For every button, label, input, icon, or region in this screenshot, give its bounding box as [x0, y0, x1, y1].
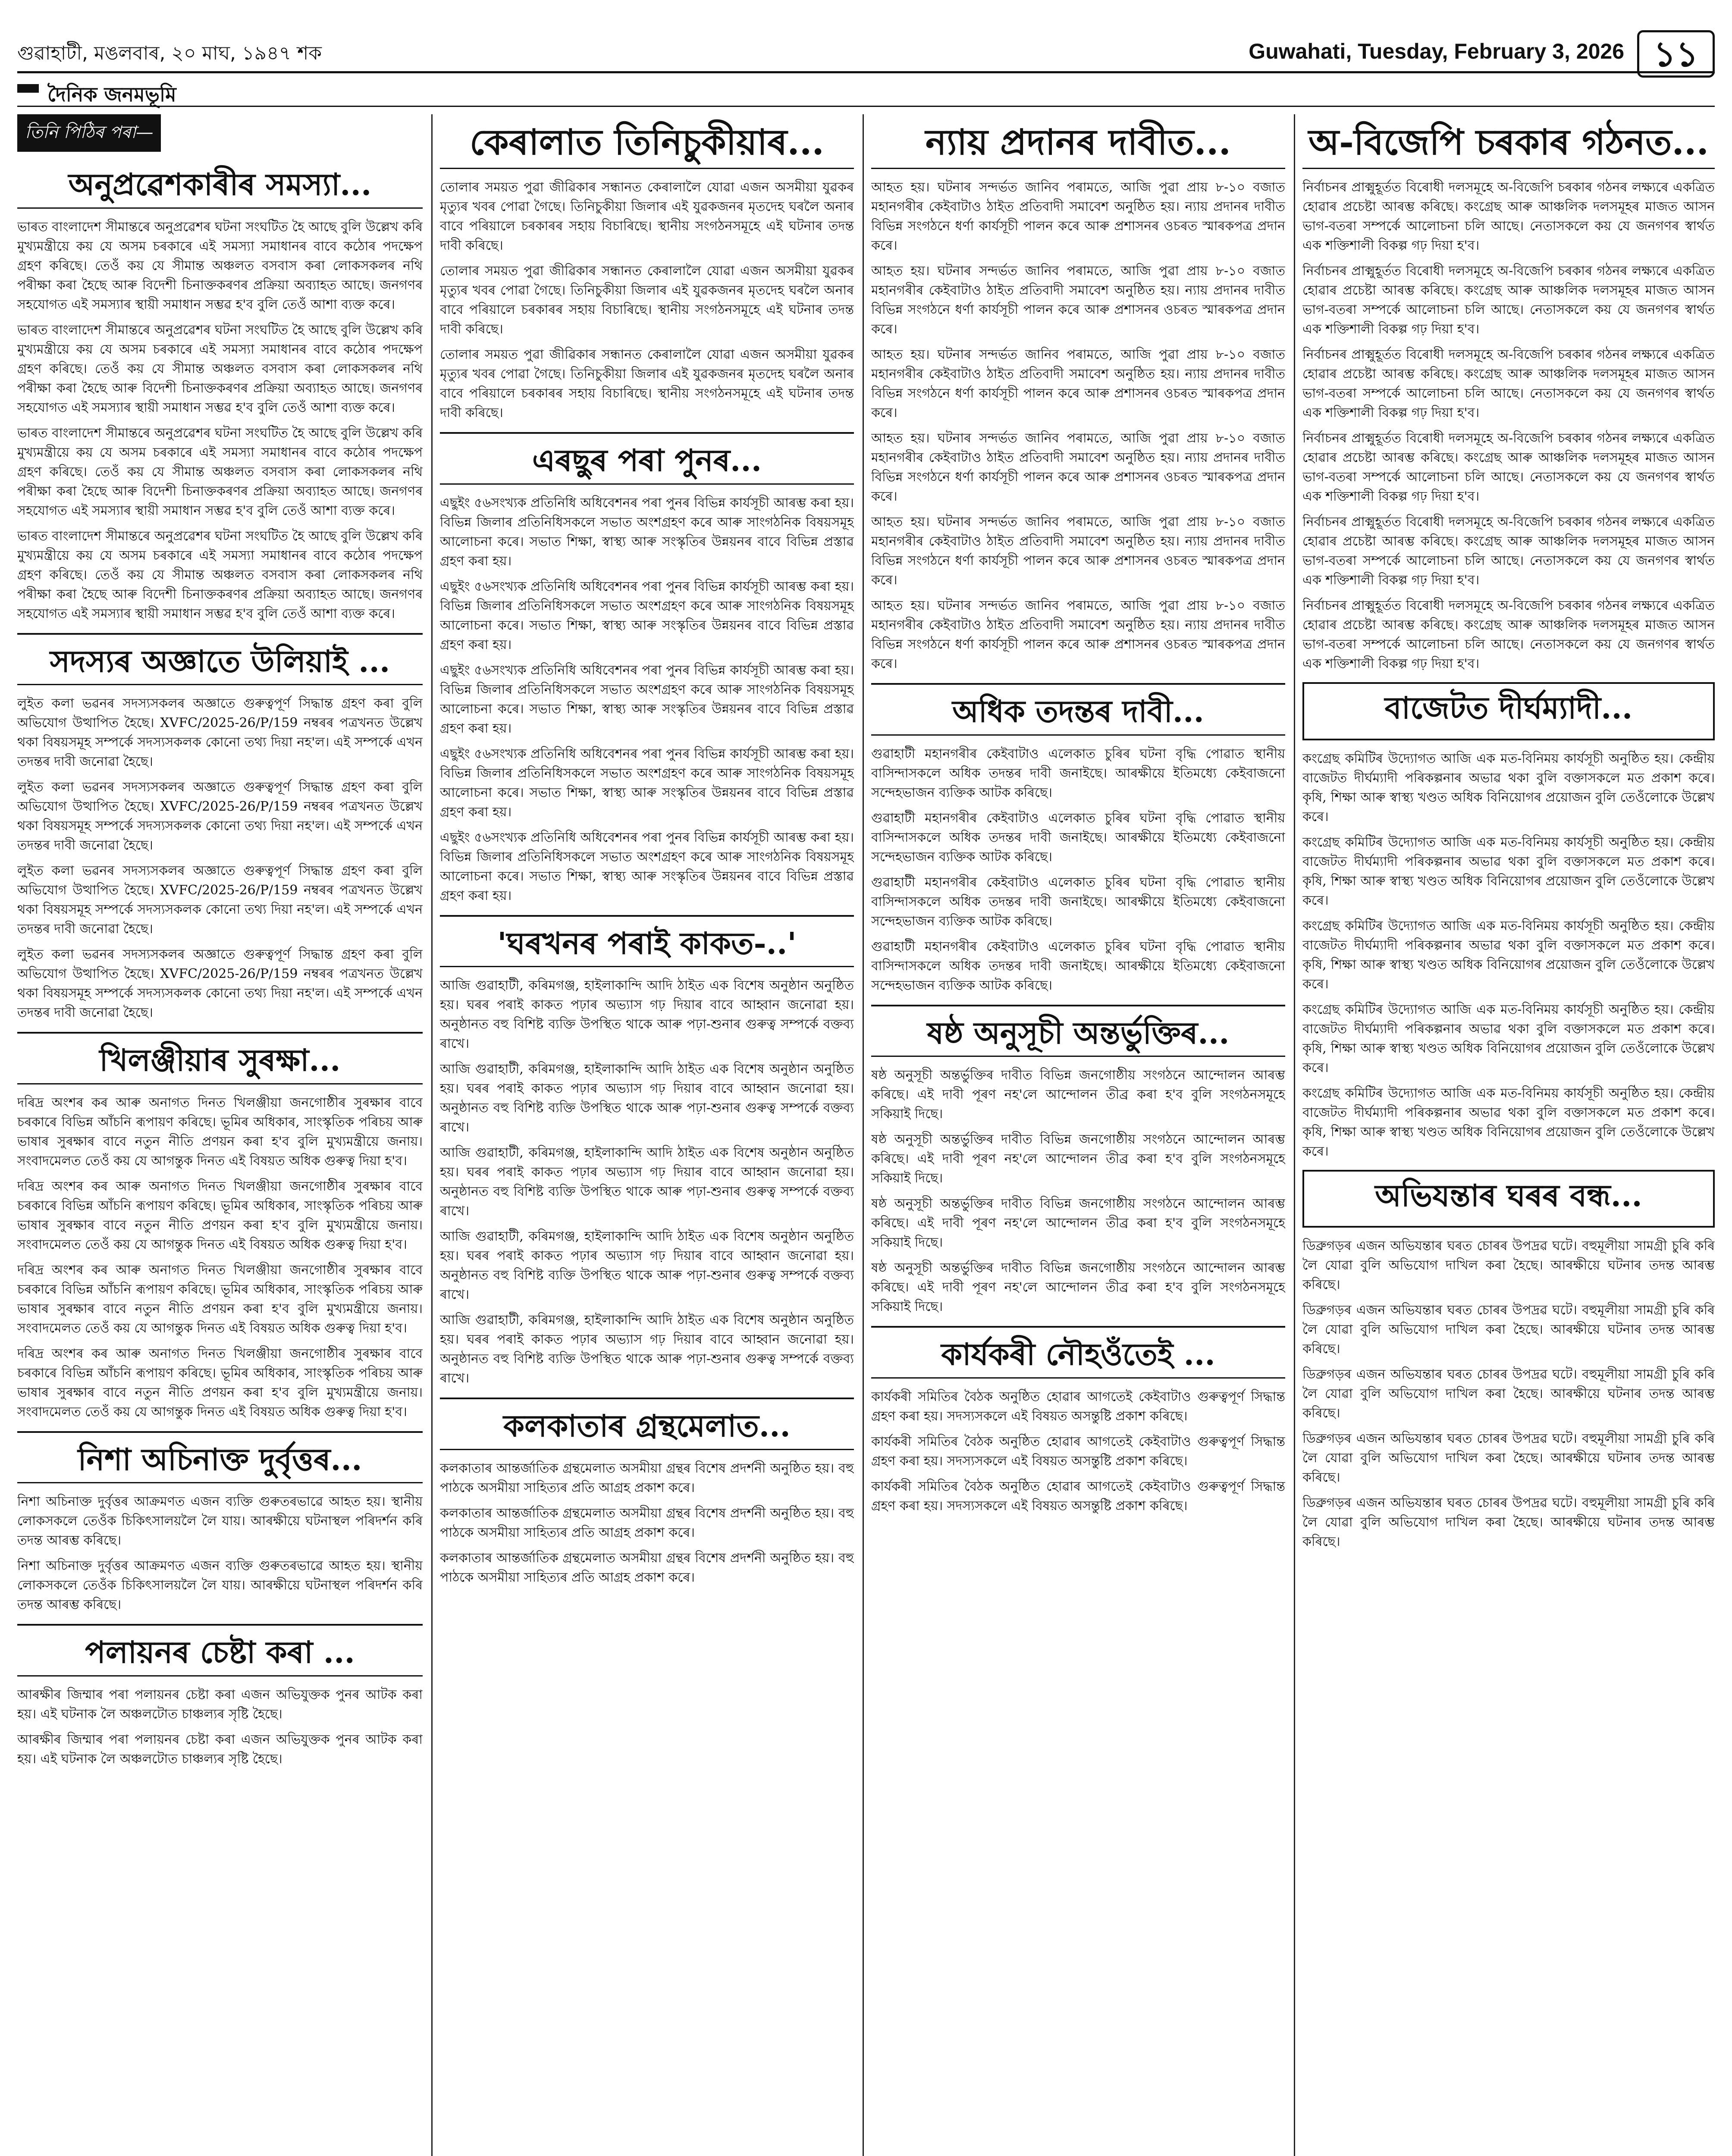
article-title: অভিযন্তাৰ ঘৰৰ বন্ধ...: [1375, 1177, 1642, 1213]
date-line-right: Guwahati, Tuesday, February 3, 2026: [1249, 39, 1624, 63]
article-title: ষষ্ঠ অনুসূচী অন্তৰ্ভুক্তিৰ...: [871, 1016, 1285, 1057]
article-body: নিৰ্বাচনৰ প্ৰাক্মুহূৰ্তত বিৰোধী দলসমূহে অ-বিজেপি চৰকাৰ গঠনৰ লক্ষ্যৰে একত্ৰিত হোৱাৰ প্ৰচেষ্টা আৰম্ভ কৰিছে। কংগ্ৰেছ আৰু আঞ্চলিক দলসমূহৰ মাজত আসন ভাগ-বতৰা সম্পৰ্কে আলোচনা চলি আছে। নেতাসকলে কয় যে জনগণৰ স্বাৰ্থত এক শক্তিশালী বিকল্প গঢ় দিয়া হ'ব।: [1302, 263, 1715, 337]
article-body: নিশা অচিনাক্ত দুৰ্বৃত্তৰ আক্ৰমণত এজন ব্যক্তি গুৰুতৰভাৱে আহত হয়। স্থানীয় লোকসকলে তেওঁক চিকিৎসালয়লৈ লৈ যায়। আৰক্ষীয়ে ঘটনাস্থল পৰিদৰ্শন কৰি তদন্ত আৰম্ভ কৰিছে।: [17, 1494, 423, 1548]
column-2: [440, 114, 854, 2156]
divider: [440, 915, 854, 917]
article-body: ডিব্ৰুগড়ৰ এজন অভিযন্তাৰ ঘৰত চোৰৰ উপদ্ৰৱ ঘটে। বহুমূলীয়া সামগ্ৰী চুৰি কৰি লৈ যোৱা বুলি অভিযোগ দাখিল কৰা হৈছে। আৰক্ষীয়ে ঘটনাৰ তদন্ত আৰম্ভ কৰিছে।: [1302, 1367, 1715, 1421]
article-body: ভাৰত বাংলাদেশ সীমান্তৰে অনুপ্ৰৱেশৰ ঘটনা সংঘটিত হৈ আছে বুলি উল্লেখ কৰি মুখ্যমন্ত্ৰীয়ে কয় যে অসম চৰকাৰে এই সমস্যা সমাধানৰ বাবে কঠোৰ পদক্ষেপ গ্ৰহণ কৰিছে। তেওঁ কয় যে সীমান্ত অঞ্চলত বসবাস কৰা লোকসকলৰ নথি পৰীক্ষা কৰা হৈছে আৰু বিদেশী চিনাক্তকৰণৰ প্ৰক্ৰিয়া অব্যাহত আছে। জনগণৰ সহযোগত এই সমস্যাৰ স্থায়ী সমাধান সম্ভৱ হ'ব বুলি তেওঁ আশা ব্যক্ত কৰে।: [17, 322, 423, 415]
article-body: আহত হয়। ঘটনাৰ সন্দৰ্ভত জানিব পৰামতে, আজি পুৱা প্ৰায় ৮-১০ বজাত মহানগৰীৰ কেইবাটাও ঠাইত প্ৰতিবাদী সমাবেশ অনুষ্ঠিত হয়। ন্যায় প্ৰদানৰ দাবীত বিভিন্ন সংগঠনে ধৰ্ণা কাৰ্যসূচী পালন কৰে আৰু প্ৰশাসনৰ ওচৰত স্মাৰকপত্ৰ প্ৰদান কৰে।: [871, 598, 1285, 672]
article-body: লুইত কলা ভৱনৰ সদস্যসকলৰ অজ্ঞাতে গুৰুত্বপূৰ্ণ সিদ্ধান্ত গ্ৰহণ কৰা বুলি অভিযোগ উত্থাপিত হৈছে। XVFC/2025-26/P/159 নম্বৰৰ পত্ৰখনত উল্লেখ থকা বিষয়সমূহ সম্পৰ্কে সদস্যসকলক কোনো তথ্য দিয়া নহ'ল। এই সম্পৰ্কে এখন তদন্তৰ দাবী জনোৱা হৈছে।: [17, 947, 423, 1020]
article-body: কংগ্ৰেছ কমিটিৰ উদ্যোগত আজি এক মত-বিনিময় কাৰ্যসূচী অনুষ্ঠিত হয়। কেন্দ্ৰীয় বাজেটত দীৰ্ঘম্যাদী পৰিকল্পনাৰ অভাৱ থকা বুলি বক্তাসকলে মত প্ৰকাশ কৰে। কৃষি, শিক্ষা আৰু স্বাস্থ্য খণ্ডত অধিক বিনিয়োগৰ প্ৰয়োজন বুলি তেওঁলোকে উল্লেখ কৰে।: [1302, 751, 1715, 824]
article-body: ডিব্ৰুগড়ৰ এজন অভিযন্তাৰ ঘৰত চোৰৰ উপদ্ৰৱ ঘটে। বহুমূলীয়া সামগ্ৰী চুৰি কৰি লৈ যোৱা বুলি অভিযোগ দাখিল কৰা হৈছে। আৰক্ষীয়ে ঘটনাৰ তদন্ত আৰম্ভ কৰিছে।: [1302, 1238, 1715, 1293]
page-number: ১১: [1637, 30, 1715, 78]
article-title: অধিক তদন্তৰ দাবী...: [871, 694, 1285, 736]
divider: [440, 1398, 854, 1399]
article-body: ডিব্ৰুগড়ৰ এজন অভিযন্তাৰ ঘৰত চোৰৰ উপদ্ৰৱ ঘটে। বহুমূলীয়া সামগ্ৰী চুৰি কৰি লৈ যোৱা বুলি অভিযোগ দাখিল কৰা হৈছে। আৰক্ষীয়ে ঘটনাৰ তদন্ত আৰম্ভ কৰিছে।: [1302, 1431, 1715, 1485]
article-body: ভাৰত বাংলাদেশ সীমান্তৰে অনুপ্ৰৱেশৰ ঘটনা সংঘটিত হৈ আছে বুলি উল্লেখ কৰি মুখ্যমন্ত্ৰীয়ে কয় যে অসম চৰকাৰে এই সমস্যা সমাধানৰ বাবে কঠোৰ পদক্ষেপ গ্ৰহণ কৰিছে। তেওঁ কয় যে সীমান্ত অঞ্চলত বসবাস কৰা লোকসকলৰ নথি পৰীক্ষা কৰা হৈছে আৰু বিদেশী চিনাক্তকৰণৰ প্ৰক্ৰিয়া অব্যাহত আছে। জনগণৰ সহযোগত এই সমস্যাৰ স্থায়ী সমাধান সম্ভৱ হ'ব বুলি তেওঁ আশা ব্যক্ত কৰে।: [17, 528, 423, 621]
article-body: কংগ্ৰেছ কমিটিৰ উদ্যোগত আজি এক মত-বিনিময় কাৰ্যসূচী অনুষ্ঠিত হয়। কেন্দ্ৰীয় বাজেটত দীৰ্ঘম্যাদী পৰিকল্পনাৰ অভাৱ থকা বুলি বক্তাসকলে মত প্ৰকাশ কৰে। কৃষি, শিক্ষা আৰু স্বাস্থ্য খণ্ডত অধিক বিনিয়োগৰ প্ৰয়োজন বুলি তেওঁলোকে উল্লেখ কৰে।: [1302, 834, 1715, 908]
article-body: কাৰ্যকৰী সমিতিৰ বৈঠক অনুষ্ঠিত হোৱাৰ আগতেই কেইবাটাও গুৰুত্বপূৰ্ণ সিদ্ধান্ত গ্ৰহণ কৰা হয়। সদস্যসকলে এই বিষয়ত অসন্তুষ্টি প্ৰকাশ কৰিছে।: [871, 1389, 1285, 1424]
article-title: অ-বিজেপি চৰকাৰ গঠনত...: [1302, 122, 1715, 169]
divider: [17, 1624, 423, 1626]
article-body: ডিব্ৰুগড়ৰ এজন অভিযন্তাৰ ঘৰত চোৰৰ উপদ্ৰৱ ঘটে। বহুমূলীয়া সামগ্ৰী চুৰি কৰি লৈ যোৱা বুলি অভিযোগ দাখিল কৰা হৈছে। আৰক্ষীয়ে ঘটনাৰ তদন্ত আৰম্ভ কৰিছে।: [1302, 1495, 1715, 1550]
article-body: আজি গুৱাহাটী, কৰিমগঞ্জ, হাইলাকান্দি আদি ঠাইত এক বিশেষ অনুষ্ঠান অনুষ্ঠিত হয়। ঘৰৰ পৰাই কাকত পঢ়াৰ অভ্যাস গঢ় দিয়াৰ বাবে আহ্বান জনোৱা হয়। অনুষ্ঠানত বহু বিশিষ্ট ব্যক্তি উপস্থিত থাকে আৰু পঢ়া-শুনাৰ গুৰুত্ব সম্পৰ্কে বক্তব্য ৰাখে।: [440, 1229, 854, 1303]
article-body: এছুইং ৫৬সংখ্যক প্ৰতিনিধি অধিবেশনৰ পৰা পুনৰ বিভিন্ন কাৰ্যসূচী আৰম্ভ কৰা হয়। বিভিন্ন জিলাৰ প্ৰতিনিধিসকলে সভাত অংশগ্ৰহণ কৰে আৰু সাংগঠনিক বিষয়সমূহ আলোচনা কৰে। সভাত শিক্ষা, স্বাস্থ্য আৰু সংস্কৃতিৰ উন্নয়নৰ বাবে বিভিন্ন প্ৰস্তাৱ গ্ৰহণ কৰা হয়।: [440, 495, 854, 569]
article-body: গুৱাহাটী মহানগৰীৰ কেইবাটাও এলেকাত চুৰিৰ ঘটনা বৃদ্ধি পোৱাত স্থানীয় বাসিন্দাসকলে অধিক তদন্তৰ দাবী জনাইছে। আৰক্ষীয়ে ইতিমধ্যে কেইবাজনো সন্দেহভাজন ব্যক্তিক আটক কৰিছে।: [871, 874, 1285, 929]
article-title: 'ঘৰখনৰ পৰাই কাকত-..': [440, 926, 854, 968]
article-body: আজি গুৱাহাটী, কৰিমগঞ্জ, হাইলাকান্দি আদি ঠাইত এক বিশেষ অনুষ্ঠান অনুষ্ঠিত হয়। ঘৰৰ পৰাই কাকত পঢ়াৰ অভ্যাস গঢ় দিয়াৰ বাবে আহ্বান জনোৱা হয়। অনুষ্ঠানত বহু বিশিষ্ট ব্যক্তি উপস্থিত থাকে আৰু পঢ়া-শুনাৰ গুৰুত্ব সম্পৰ্কে বক্তব্য ৰাখে।: [440, 1145, 854, 1219]
column-rule: [863, 114, 864, 2156]
article-title: এৰছুৰ পৰা পুনৰ...: [440, 443, 854, 485]
boxed-headline: [1302, 682, 1715, 740]
article-body: কাৰ্যকৰী সমিতিৰ বৈঠক অনুষ্ঠিত হোৱাৰ আগতেই কেইবাটাও গুৰুত্বপূৰ্ণ সিদ্ধান্ত গ্ৰহণ কৰা হয়। সদস্যসকলে এই বিষয়ত অসন্তুষ্টি প্ৰকাশ কৰিছে।: [871, 1479, 1285, 1514]
article-body: তোলাৰ সময়ত পুৱা জীৱিকাৰ সন্ধানত কেৰালালৈ যোৱা এজন অসমীয়া যুৱকৰ মৃত্যুৰ খবৰ পোৱা গৈছে। তিনিচুকীয়া জিলাৰ এই যুৱকজনৰ মৃতদেহ ঘৰলৈ অনাৰ বাবে পৰিয়ালে চৰকাৰৰ সহায় বিচাৰিছে। স্থানীয় সংগঠনসমূহে এই ঘটনাৰ তদন্ত দাবী কৰিছে।: [440, 263, 854, 337]
article-body: দৰিদ্ৰ অংশৰ কৰ আৰু অনাগত দিনত খিলঞ্জীয়া জনগোষ্ঠীৰ সুৰক্ষাৰ বাবে চৰকাৰে বিভিন্ন আঁচনি ৰূপায়ণ কৰিছে। ভূমিৰ অধিকাৰ, সাংস্কৃতিক পৰিচয় আৰু ভাষাৰ সুৰক্ষাৰ বাবে নতুন নীতি প্ৰণয়ন কৰা হ'ব বুলি মুখ্যমন্ত্ৰীয়ে জনায়। সংবাদমেলত তেওঁ কয় যে আগন্তুক দিনত এই বিষয়ত অধিক গুৰুত্ব দিয়া হ'ব।: [17, 1178, 423, 1252]
article-body: দৰিদ্ৰ অংশৰ কৰ আৰু অনাগত দিনত খিলঞ্জীয়া জনগোষ্ঠীৰ সুৰক্ষাৰ বাবে চৰকাৰে বিভিন্ন আঁচনি ৰূপায়ণ কৰিছে। ভূমিৰ অধিকাৰ, সাংস্কৃতিক পৰিচয় আৰু ভাষাৰ সুৰক্ষাৰ বাবে নতুন নীতি প্ৰণয়ন কৰা হ'ব বুলি মুখ্যমন্ত্ৰীয়ে জনায়। সংবাদমেলত তেওঁ কয় যে আগন্তুক দিনত এই বিষয়ত অধিক গুৰুত্ব দিয়া হ'ব।: [17, 1346, 423, 1420]
article-body: এছুইং ৫৬সংখ্যক প্ৰতিনিধি অধিবেশনৰ পৰা পুনৰ বিভিন্ন কাৰ্যসূচী আৰম্ভ কৰা হয়। বিভিন্ন জিলাৰ প্ৰতিনিধিসকলে সভাত অংশগ্ৰহণ কৰে আৰু সাংগঠনিক বিষয়সমূহ আলোচনা কৰে। সভাত শিক্ষা, স্বাস্থ্য আৰু সংস্কৃতিৰ উন্নয়নৰ বাবে বিভিন্ন প্ৰস্তাৱ গ্ৰহণ কৰা হয়।: [440, 830, 854, 903]
article-body: নিৰ্বাচনৰ প্ৰাক্মুহূৰ্তত বিৰোধী দলসমূহে অ-বিজেপি চৰকাৰ গঠনৰ লক্ষ্যৰে একত্ৰিত হোৱাৰ প্ৰচেষ্টা আৰম্ভ কৰিছে। কংগ্ৰেছ আৰু আঞ্চলিক দলসমূহৰ মাজত আসন ভাগ-বতৰা সম্পৰ্কে আলোচনা চলি আছে। নেতাসকলে কয় যে জনগণৰ স্বাৰ্থত এক শক্তিশালী বিকল্প গঢ় দিয়া হ'ব।: [1302, 598, 1715, 672]
article-title: কাৰ্যকৰী নৌহওঁতেই ...: [871, 1337, 1285, 1379]
article-body: কংগ্ৰেছ কমিটিৰ উদ্যোগত আজি এক মত-বিনিময় কাৰ্যসূচী অনুষ্ঠিত হয়। কেন্দ্ৰীয় বাজেটত দীৰ্ঘম্যাদী পৰিকল্পনাৰ অভাৱ থকা বুলি বক্তাসকলে মত প্ৰকাশ কৰে। কৃষি, শিক্ষা আৰু স্বাস্থ্য খণ্ডত অধিক বিনিয়োগৰ প্ৰয়োজন বুলি তেওঁলোকে উল্লেখ কৰে।: [1302, 1002, 1715, 1075]
column-1: [17, 114, 423, 2156]
article-title: সদস্যৰ অজ্ঞাতে উলিয়াই ...: [17, 644, 423, 686]
article-title: ন্যায় প্ৰদানৰ দাবীত...: [871, 122, 1285, 169]
article-body: কলকাতাৰ আন্তৰ্জাতিক গ্ৰন্থমেলাত অসমীয়া গ্ৰন্থৰ বিশেষ প্ৰদৰ্শনী অনুষ্ঠিত হয়। বহু পাঠকে অসমীয়া সাহিত্যৰ প্ৰতি আগ্ৰহ প্ৰকাশ কৰে।: [440, 1460, 854, 1495]
article-body: তোলাৰ সময়ত পুৱা জীৱিকাৰ সন্ধানত কেৰালালৈ যোৱা এজন অসমীয়া যুৱকৰ মৃত্যুৰ খবৰ পোৱা গৈছে। তিনিচুকীয়া জিলাৰ এই যুৱকজনৰ মৃতদেহ ঘৰলৈ অনাৰ বাবে পৰিয়ালে চৰকাৰৰ সহায় বিচাৰিছে। স্থানীয় সংগঠনসমূহে এই ঘটনাৰ তদন্ত দাবী কৰিছে।: [440, 347, 854, 421]
article-body: আজি গুৱাহাটী, কৰিমগঞ্জ, হাইলাকান্দি আদি ঠাইত এক বিশেষ অনুষ্ঠান অনুষ্ঠিত হয়। ঘৰৰ পৰাই কাকত পঢ়াৰ অভ্যাস গঢ় দিয়াৰ বাবে আহ্বান জনোৱা হয়। অনুষ্ঠানত বহু বিশিষ্ট ব্যক্তি উপস্থিত থাকে আৰু পঢ়া-শুনাৰ গুৰুত্ব সম্পৰ্কে বক্তব্য ৰাখে।: [440, 1313, 854, 1386]
page-header: [17, 30, 1715, 73]
column-3: [871, 114, 1285, 2156]
article-body: ডিব্ৰুগড়ৰ এজন অভিযন্তাৰ ঘৰত চোৰৰ উপদ্ৰৱ ঘটে। বহুমূলীয়া সামগ্ৰী চুৰি কৰি লৈ যোৱা বুলি অভিযোগ দাখিল কৰা হৈছে। আৰক্ষীয়ে ঘটনাৰ তদন্ত আৰম্ভ কৰিছে।: [1302, 1303, 1715, 1357]
divider: [17, 1032, 423, 1034]
divider: [17, 633, 423, 635]
article-title: অনুপ্ৰৱেশকাৰীৰ সমস্যা...: [17, 167, 423, 209]
article-body: লুইত কলা ভৱনৰ সদস্যসকলৰ অজ্ঞাতে গুৰুত্বপূৰ্ণ সিদ্ধান্ত গ্ৰহণ কৰা বুলি অভিযোগ উত্থাপিত হৈছে। XVFC/2025-26/P/159 নম্বৰৰ পত্ৰখনত উল্লেখ থকা বিষয়সমূহ সম্পৰ্কে সদস্যসকলক কোনো তথ্য দিয়া নহ'ল। এই সম্পৰ্কে এখন তদন্তৰ দাবী জনোৱা হৈছে।: [17, 863, 423, 937]
article-body: এছুইং ৫৬সংখ্যক প্ৰতিনিধি অধিবেশনৰ পৰা পুনৰ বিভিন্ন কাৰ্যসূচী আৰম্ভ কৰা হয়। বিভিন্ন জিলাৰ প্ৰতিনিধিসকলে সভাত অংশগ্ৰহণ কৰে আৰু সাংগঠনিক বিষয়সমূহ আলোচনা কৰে। সভাত শিক্ষা, স্বাস্থ্য আৰু সংস্কৃতিৰ উন্নয়নৰ বাবে বিভিন্ন প্ৰস্তাৱ গ্ৰহণ কৰা হয়।: [440, 579, 854, 652]
column-rule: [431, 114, 433, 2156]
article-body: আহত হয়। ঘটনাৰ সন্দৰ্ভত জানিব পৰামতে, আজি পুৱা প্ৰায় ৮-১০ বজাত মহানগৰীৰ কেইবাটাও ঠাইত প্ৰতিবাদী সমাবেশ অনুষ্ঠিত হয়। ন্যায় প্ৰদানৰ দাবীত বিভিন্ন সংগঠনে ধৰ্ণা কাৰ্যসূচী পালন কৰে আৰু প্ৰশাসনৰ ওচৰত স্মাৰকপত্ৰ প্ৰদান কৰে।: [871, 514, 1285, 588]
article-body: এছুইং ৫৬সংখ্যক প্ৰতিনিধি অধিবেশনৰ পৰা পুনৰ বিভিন্ন কাৰ্যসূচী আৰম্ভ কৰা হয়। বিভিন্ন জিলাৰ প্ৰতিনিধিসকলে সভাত অংশগ্ৰহণ কৰে আৰু সাংগঠনিক বিষয়সমূহ আলোচনা কৰে। সভাত শিক্ষা, স্বাস্থ্য আৰু সংস্কৃতিৰ উন্নয়নৰ বাবে বিভিন্ন প্ৰস্তাৱ গ্ৰহণ কৰা হয়।: [440, 746, 854, 820]
article-body: এছুইং ৫৬সংখ্যক প্ৰতিনিধি অধিবেশনৰ পৰা পুনৰ বিভিন্ন কাৰ্যসূচী আৰম্ভ কৰা হয়। বিভিন্ন জিলাৰ প্ৰতিনিধিসকলে সভাত অংশগ্ৰহণ কৰে আৰু সাংগঠনিক বিষয়সমূহ আলোচনা কৰে। সভাত শিক্ষা, স্বাস্থ্য আৰু সংস্কৃতিৰ উন্নয়নৰ বাবে বিভিন্ন প্ৰস্তাৱ গ্ৰহণ কৰা হয়।: [440, 662, 854, 736]
divider: [871, 683, 1285, 685]
article-body: ষষ্ঠ অনুসূচী অন্তৰ্ভুক্তিৰ দাবীত বিভিন্ন জনগোষ্ঠীয় সংগঠনে আন্দোলন আৰম্ভ কৰিছে। এই দাবী পূৰণ নহ'লে আন্দোলন তীব্ৰ কৰা হ'ব বুলি সংগঠনসমূহে সকিয়াই দিছে।: [871, 1196, 1285, 1250]
article-body: নিৰ্বাচনৰ প্ৰাক্মুহূৰ্তত বিৰোধী দলসমূহে অ-বিজেপি চৰকাৰ গঠনৰ লক্ষ্যৰে একত্ৰিত হোৱাৰ প্ৰচেষ্টা আৰম্ভ কৰিছে। কংগ্ৰেছ আৰু আঞ্চলিক দলসমূহৰ মাজত আসন ভাগ-বতৰা সম্পৰ্কে আলোচনা চলি আছে। নেতাসকলে কয় যে জনগণৰ স্বাৰ্থত এক শক্তিশালী বিকল্প গঢ় দিয়া হ'ব।: [1302, 180, 1715, 254]
article-body: ভাৰত বাংলাদেশ সীমান্তৰে অনুপ্ৰৱেশৰ ঘটনা সংঘটিত হৈ আছে বুলি উল্লেখ কৰি মুখ্যমন্ত্ৰীয়ে কয় যে অসম চৰকাৰে এই সমস্যা সমাধানৰ বাবে কঠোৰ পদক্ষেপ গ্ৰহণ কৰিছে। তেওঁ কয় যে সীমান্ত অঞ্চলত বসবাস কৰা লোকসকলৰ নথি পৰীক্ষা কৰা হৈছে আৰু বিদেশী চিনাক্তকৰণৰ প্ৰক্ৰিয়া অব্যাহত আছে। জনগণৰ সহযোগত এই সমস্যাৰ স্থায়ী সমাধান সম্ভৱ হ'ব বুলি তেওঁ আশা ব্যক্ত কৰে।: [17, 219, 423, 312]
masthead-mark-icon: [17, 84, 39, 93]
article-body: আৰক্ষীৰ জিম্মাৰ পৰা পলায়নৰ চেষ্টা কৰা এজন অভিযুক্তক পুনৰ আটক কৰা হয়। এই ঘটনাক লৈ অঞ্চলটোত চাঞ্চল্যৰ সৃষ্টি হৈছে।: [17, 1732, 423, 1767]
article-body: কলকাতাৰ আন্তৰ্জাতিক গ্ৰন্থমেলাত অসমীয়া গ্ৰন্থৰ বিশেষ প্ৰদৰ্শনী অনুষ্ঠিত হয়। বহু পাঠকে অসমীয়া সাহিত্যৰ প্ৰতি আগ্ৰহ প্ৰকাশ কৰে।: [440, 1550, 854, 1585]
article-body: গুৱাহাটী মহানগৰীৰ কেইবাটাও এলেকাত চুৰিৰ ঘটনা বৃদ্ধি পোৱাত স্থানীয় বাসিন্দাসকলে অধিক তদন্তৰ দাবী জনাইছে। আৰক্ষীয়ে ইতিমধ্যে কেইবাজনো সন্দেহভাজন ব্যক্তিক আটক কৰিছে।: [871, 939, 1285, 993]
article-body: কংগ্ৰেছ কমিটিৰ উদ্যোগত আজি এক মত-বিনিময় কাৰ্যসূচী অনুষ্ঠিত হয়। কেন্দ্ৰীয় বাজেটত দীৰ্ঘম্যাদী পৰিকল্পনাৰ অভাৱ থকা বুলি বক্তাসকলে মত প্ৰকাশ কৰে। কৃষি, শিক্ষা আৰু স্বাস্থ্য খণ্ডত অধিক বিনিয়োগৰ প্ৰয়োজন বুলি তেওঁলোকে উল্লেখ কৰে।: [1302, 918, 1715, 992]
article-body: আৰক্ষীৰ জিম্মাৰ পৰা পলায়নৰ চেষ্টা কৰা এজন অভিযুক্তক পুনৰ আটক কৰা হয়। এই ঘটনাক লৈ অঞ্চলটোত চাঞ্চল্যৰ সৃষ্টি হৈছে।: [17, 1687, 423, 1722]
article-body: ষষ্ঠ অনুসূচী অন্তৰ্ভুক্তিৰ দাবীত বিভিন্ন জনগোষ্ঠীয় সংগঠনে আন্দোলন আৰম্ভ কৰিছে। এই দাবী পূৰণ নহ'লে আন্দোলন তীব্ৰ কৰা হ'ব বুলি সংগঠনসমূহে সকিয়াই দিছে।: [871, 1132, 1285, 1186]
article-body: তোলাৰ সময়ত পুৱা জীৱিকাৰ সন্ধানত কেৰালালৈ যোৱা এজন অসমীয়া যুৱকৰ মৃত্যুৰ খবৰ পোৱা গৈছে। তিনিচুকীয়া জিলাৰ এই যুৱকজনৰ মৃতদেহ ঘৰলৈ অনাৰ বাবে পৰিয়ালে চৰকাৰৰ সহায় বিচাৰিছে। স্থানীয় সংগঠনসমূহে এই ঘটনাৰ তদন্ত দাবী কৰিছে।: [440, 180, 854, 254]
boxed-headline: [1302, 1170, 1715, 1228]
article-body: আহত হয়। ঘটনাৰ সন্দৰ্ভত জানিব পৰামতে, আজি পুৱা প্ৰায় ৮-১০ বজাত মহানগৰীৰ কেইবাটাও ঠাইত প্ৰতিবাদী সমাবেশ অনুষ্ঠিত হয়। ন্যায় প্ৰদানৰ দাবীত বিভিন্ন সংগঠনে ধৰ্ণা কাৰ্যসূচী পালন কৰে আৰু প্ৰশাসনৰ ওচৰত স্মাৰকপত্ৰ প্ৰদান কৰে।: [871, 431, 1285, 505]
article-body: নিৰ্বাচনৰ প্ৰাক্মুহূৰ্তত বিৰোধী দলসমূহে অ-বিজেপি চৰকাৰ গঠনৰ লক্ষ্যৰে একত্ৰিত হোৱাৰ প্ৰচেষ্টা আৰম্ভ কৰিছে। কংগ্ৰেছ আৰু আঞ্চলিক দলসমূহৰ মাজত আসন ভাগ-বতৰা সম্পৰ্কে আলোচনা চলি আছে। নেতাসকলে কয় যে জনগণৰ স্বাৰ্থত এক শক্তিশালী বিকল্প গঢ় দিয়া হ'ব।: [1302, 431, 1715, 505]
date-line-left: গুৱাহাটী, মঙলবাৰ, ২০ মাঘ, ১৯৪৭ শক: [17, 42, 322, 64]
continued-from-label: তিনি পিঠিৰ পৰা—: [17, 114, 161, 152]
divider: [871, 1326, 1285, 1328]
article-body: নিৰ্বাচনৰ প্ৰাক্মুহূৰ্তত বিৰোধী দলসমূহে অ-বিজেপি চৰকাৰ গঠনৰ লক্ষ্যৰে একত্ৰিত হোৱাৰ প্ৰচেষ্টা আৰম্ভ কৰিছে। কংগ্ৰেছ আৰু আঞ্চলিক দলসমূহৰ মাজত আসন ভাগ-বতৰা সম্পৰ্কে আলোচনা চলি আছে। নেতাসকলে কয় যে জনগণৰ স্বাৰ্থত এক শক্তিশালী বিকল্প গঢ় দিয়া হ'ব।: [1302, 347, 1715, 421]
article-body: কাৰ্যকৰী সমিতিৰ বৈঠক অনুষ্ঠিত হোৱাৰ আগতেই কেইবাটাও গুৰুত্বপূৰ্ণ সিদ্ধান্ত গ্ৰহণ কৰা হয়। সদস্যসকলে এই বিষয়ত অসন্তুষ্টি প্ৰকাশ কৰিছে।: [871, 1434, 1285, 1469]
article-title: খিলঞ্জীয়াৰ সুৰক্ষা...: [17, 1043, 423, 1084]
masthead: [17, 75, 1715, 107]
article-body: গুৱাহাটী মহানগৰীৰ কেইবাটাও এলেকাত চুৰিৰ ঘটনা বৃদ্ধি পোৱাত স্থানীয় বাসিন্দাসকলে অধিক তদন্তৰ দাবী জনাইছে। আৰক্ষীয়ে ইতিমধ্যে কেইবাজনো সন্দেহভাজন ব্যক্তিক আটক কৰিছে।: [871, 810, 1285, 865]
article-body: ভাৰত বাংলাদেশ সীমান্তৰে অনুপ্ৰৱেশৰ ঘটনা সংঘটিত হৈ আছে বুলি উল্লেখ কৰি মুখ্যমন্ত্ৰীয়ে কয় যে অসম চৰকাৰে এই সমস্যা সমাধানৰ বাবে কঠোৰ পদক্ষেপ গ্ৰহণ কৰিছে। তেওঁ কয় যে সীমান্ত অঞ্চলত বসবাস কৰা লোকসকলৰ নথি পৰীক্ষা কৰা হৈছে আৰু বিদেশী চিনাক্তকৰণৰ প্ৰক্ৰিয়া অব্যাহত আছে। জনগণৰ সহযোগত এই সমস্যাৰ স্থায়ী সমাধান সম্ভৱ হ'ব বুলি তেওঁ আশা ব্যক্ত কৰে।: [17, 425, 423, 518]
column-4: [1302, 114, 1715, 2156]
article-body: কংগ্ৰেছ কমিটিৰ উদ্যোগত আজি এক মত-বিনিময় কাৰ্যসূচী অনুষ্ঠিত হয়। কেন্দ্ৰীয় বাজেটত দীৰ্ঘম্যাদী পৰিকল্পনাৰ অভাৱ থকা বুলি বক্তাসকলে মত প্ৰকাশ কৰে। কৃষি, শিক্ষা আৰু স্বাস্থ্য খণ্ডত অধিক বিনিয়োগৰ প্ৰয়োজন বুলি তেওঁলোকে উল্লেখ কৰে।: [1302, 1085, 1715, 1159]
divider: [17, 1431, 423, 1433]
article-title: কলকাতাৰ গ্ৰন্থমেলাত...: [440, 1409, 854, 1450]
article-body: নিশা অচিনাক্ত দুৰ্বৃত্তৰ আক্ৰমণত এজন ব্যক্তি গুৰুতৰভাৱে আহত হয়। স্থানীয় লোকসকলে তেওঁক চিকিৎসালয়লৈ লৈ যায়। আৰক্ষীয়ে ঘটনাস্থল পৰিদৰ্শন কৰি তদন্ত আৰম্ভ কৰিছে।: [17, 1558, 423, 1612]
article-body: আহত হয়। ঘটনাৰ সন্দৰ্ভত জানিব পৰামতে, আজি পুৱা প্ৰায় ৮-১০ বজাত মহানগৰীৰ কেইবাটাও ঠাইত প্ৰতিবাদী সমাবেশ অনুষ্ঠিত হয়। ন্যায় প্ৰদানৰ দাবীত বিভিন্ন সংগঠনে ধৰ্ণা কাৰ্যসূচী পালন কৰে আৰু প্ৰশাসনৰ ওচৰত স্মাৰকপত্ৰ প্ৰদান কৰে।: [871, 180, 1285, 254]
article-body: আহত হয়। ঘটনাৰ সন্দৰ্ভত জানিব পৰামতে, আজি পুৱা প্ৰায় ৮-১০ বজাত মহানগৰীৰ কেইবাটাও ঠাইত প্ৰতিবাদী সমাবেশ অনুষ্ঠিত হয়। ন্যায় প্ৰদানৰ দাবীত বিভিন্ন সংগঠনে ধৰ্ণা কাৰ্যসূচী পালন কৰে আৰু প্ৰশাসনৰ ওচৰত স্মাৰকপত্ৰ প্ৰদান কৰে।: [871, 263, 1285, 337]
divider: [440, 432, 854, 434]
column-rule: [1294, 114, 1295, 2156]
article-body: ষষ্ঠ অনুসূচী অন্তৰ্ভুক্তিৰ দাবীত বিভিন্ন জনগোষ্ঠীয় সংগঠনে আন্দোলন আৰম্ভ কৰিছে। এই দাবী পূৰণ নহ'লে আন্দোলন তীব্ৰ কৰা হ'ব বুলি সংগঠনসমূহে সকিয়াই দিছে।: [871, 1260, 1285, 1315]
article-body: নিৰ্বাচনৰ প্ৰাক্মুহূৰ্তত বিৰোধী দলসমূহে অ-বিজেপি চৰকাৰ গঠনৰ লক্ষ্যৰে একত্ৰিত হোৱাৰ প্ৰচেষ্টা আৰম্ভ কৰিছে। কংগ্ৰেছ আৰু আঞ্চলিক দলসমূহৰ মাজত আসন ভাগ-বতৰা সম্পৰ্কে আলোচনা চলি আছে। নেতাসকলে কয় যে জনগণৰ স্বাৰ্থত এক শক্তিশালী বিকল্প গঢ় দিয়া হ'ব।: [1302, 514, 1715, 588]
article-title: পলায়নৰ চেষ্টা কৰা ...: [17, 1635, 423, 1677]
article-body: গুৱাহাটী মহানগৰীৰ কেইবাটাও এলেকাত চুৰিৰ ঘটনা বৃদ্ধি পোৱাত স্থানীয় বাসিন্দাসকলে অধিক তদন্তৰ দাবী জনাইছে। আৰক্ষীয়ে ইতিমধ্যে কেইবাজনো সন্দেহভাজন ব্যক্তিক আটক কৰিছে।: [871, 746, 1285, 800]
divider: [871, 1005, 1285, 1006]
article-body: আজি গুৱাহাটী, কৰিমগঞ্জ, হাইলাকান্দি আদি ঠাইত এক বিশেষ অনুষ্ঠান অনুষ্ঠিত হয়। ঘৰৰ পৰাই কাকত পঢ়াৰ অভ্যাস গঢ় দিয়াৰ বাবে আহ্বান জনোৱা হয়। অনুষ্ঠানত বহু বিশিষ্ট ব্যক্তি উপস্থিত থাকে আৰু পঢ়া-শুনাৰ গুৰুত্ব সম্পৰ্কে বক্তব্য ৰাখে।: [440, 978, 854, 1052]
brand-name: দৈনিক জনমভূমি: [47, 83, 176, 106]
article-body: লুইত কলা ভৱনৰ সদস্যসকলৰ অজ্ঞাতে গুৰুত্বপূৰ্ণ সিদ্ধান্ত গ্ৰহণ কৰা বুলি অভিযোগ উত্থাপিত হৈছে। XVFC/2025-26/P/159 নম্বৰৰ পত্ৰখনত উল্লেখ থকা বিষয়সমূহ সম্পৰ্কে সদস্যসকলক কোনো তথ্য দিয়া নহ'ল। এই সম্পৰ্কে এখন তদন্তৰ দাবী জনোৱা হৈছে।: [17, 696, 423, 769]
article-title: কেৰালাত তিনিচুকীয়াৰ...: [440, 122, 854, 169]
article-title: বাজেটত দীৰ্ঘম্যাদী...: [1384, 690, 1633, 726]
article-body: দৰিদ্ৰ অংশৰ কৰ আৰু অনাগত দিনত খিলঞ্জীয়া জনগোষ্ঠীৰ সুৰক্ষাৰ বাবে চৰকাৰে বিভিন্ন আঁচনি ৰূপায়ণ কৰিছে। ভূমিৰ অধিকাৰ, সাংস্কৃতিক পৰিচয় আৰু ভাষাৰ সুৰক্ষাৰ বাবে নতুন নীতি প্ৰণয়ন কৰা হ'ব বুলি মুখ্যমন্ত্ৰীয়ে জনায়। সংবাদমেলত তেওঁ কয় যে আগন্তুক দিনত এই বিষয়ত অধিক গুৰুত্ব দিয়া হ'ব।: [17, 1262, 423, 1336]
article-title: নিশা অচিনাক্ত দুৰ্বৃত্তৰ...: [17, 1442, 423, 1484]
article-body: লুইত কলা ভৱনৰ সদস্যসকলৰ অজ্ঞাতে গুৰুত্বপূৰ্ণ সিদ্ধান্ত গ্ৰহণ কৰা বুলি অভিযোগ উত্থাপিত হৈছে। XVFC/2025-26/P/159 নম্বৰৰ পত্ৰখনত উল্লেখ থকা বিষয়সমূহ সম্পৰ্কে সদস্যসকলক কোনো তথ্য দিয়া নহ'ল। এই সম্পৰ্কে এখন তদন্তৰ দাবী জনোৱা হৈছে।: [17, 780, 423, 853]
article-body: আহত হয়। ঘটনাৰ সন্দৰ্ভত জানিব পৰামতে, আজি পুৱা প্ৰায় ৮-১০ বজাত মহানগৰীৰ কেইবাটাও ঠাইত প্ৰতিবাদী সমাবেশ অনুষ্ঠিত হয়। ন্যায় প্ৰদানৰ দাবীত বিভিন্ন সংগঠনে ধৰ্ণা কাৰ্যসূচী পালন কৰে আৰু প্ৰশাসনৰ ওচৰত স্মাৰকপত্ৰ প্ৰদান কৰে।: [871, 347, 1285, 421]
article-body: আজি গুৱাহাটী, কৰিমগঞ্জ, হাইলাকান্দি আদি ঠাইত এক বিশেষ অনুষ্ঠান অনুষ্ঠিত হয়। ঘৰৰ পৰাই কাকত পঢ়াৰ অভ্যাস গঢ় দিয়াৰ বাবে আহ্বান জনোৱা হয়। অনুষ্ঠানত বহু বিশিষ্ট ব্যক্তি উপস্থিত থাকে আৰু পঢ়া-শুনাৰ গুৰুত্ব সম্পৰ্কে বক্তব্য ৰাখে।: [440, 1062, 854, 1135]
article-body: কলকাতাৰ আন্তৰ্জাতিক গ্ৰন্থমেলাত অসমীয়া গ্ৰন্থৰ বিশেষ প্ৰদৰ্শনী অনুষ্ঠিত হয়। বহু পাঠকে অসমীয়া সাহিত্যৰ প্ৰতি আগ্ৰহ প্ৰকাশ কৰে।: [440, 1505, 854, 1540]
article-body: দৰিদ্ৰ অংশৰ কৰ আৰু অনাগত দিনত খিলঞ্জীয়া জনগোষ্ঠীৰ সুৰক্ষাৰ বাবে চৰকাৰে বিভিন্ন আঁচনি ৰূপায়ণ কৰিছে। ভূমিৰ অধিকাৰ, সাংস্কৃতিক পৰিচয় আৰু ভাষাৰ সুৰক্ষাৰ বাবে নতুন নীতি প্ৰণয়ন কৰা হ'ব বুলি মুখ্যমন্ত্ৰীয়ে জনায়। সংবাদমেলত তেওঁ কয় যে আগন্তুক দিনত এই বিষয়ত অধিক গুৰুত্ব দিয়া হ'ব।: [17, 1095, 423, 1169]
article-body: ষষ্ঠ অনুসূচী অন্তৰ্ভুক্তিৰ দাবীত বিভিন্ন জনগোষ্ঠীয় সংগঠনে আন্দোলন আৰম্ভ কৰিছে। এই দাবী পূৰণ নহ'লে আন্দোলন তীব্ৰ কৰা হ'ব বুলি সংগঠনসমূহে সকিয়াই দিছে।: [871, 1068, 1285, 1122]
